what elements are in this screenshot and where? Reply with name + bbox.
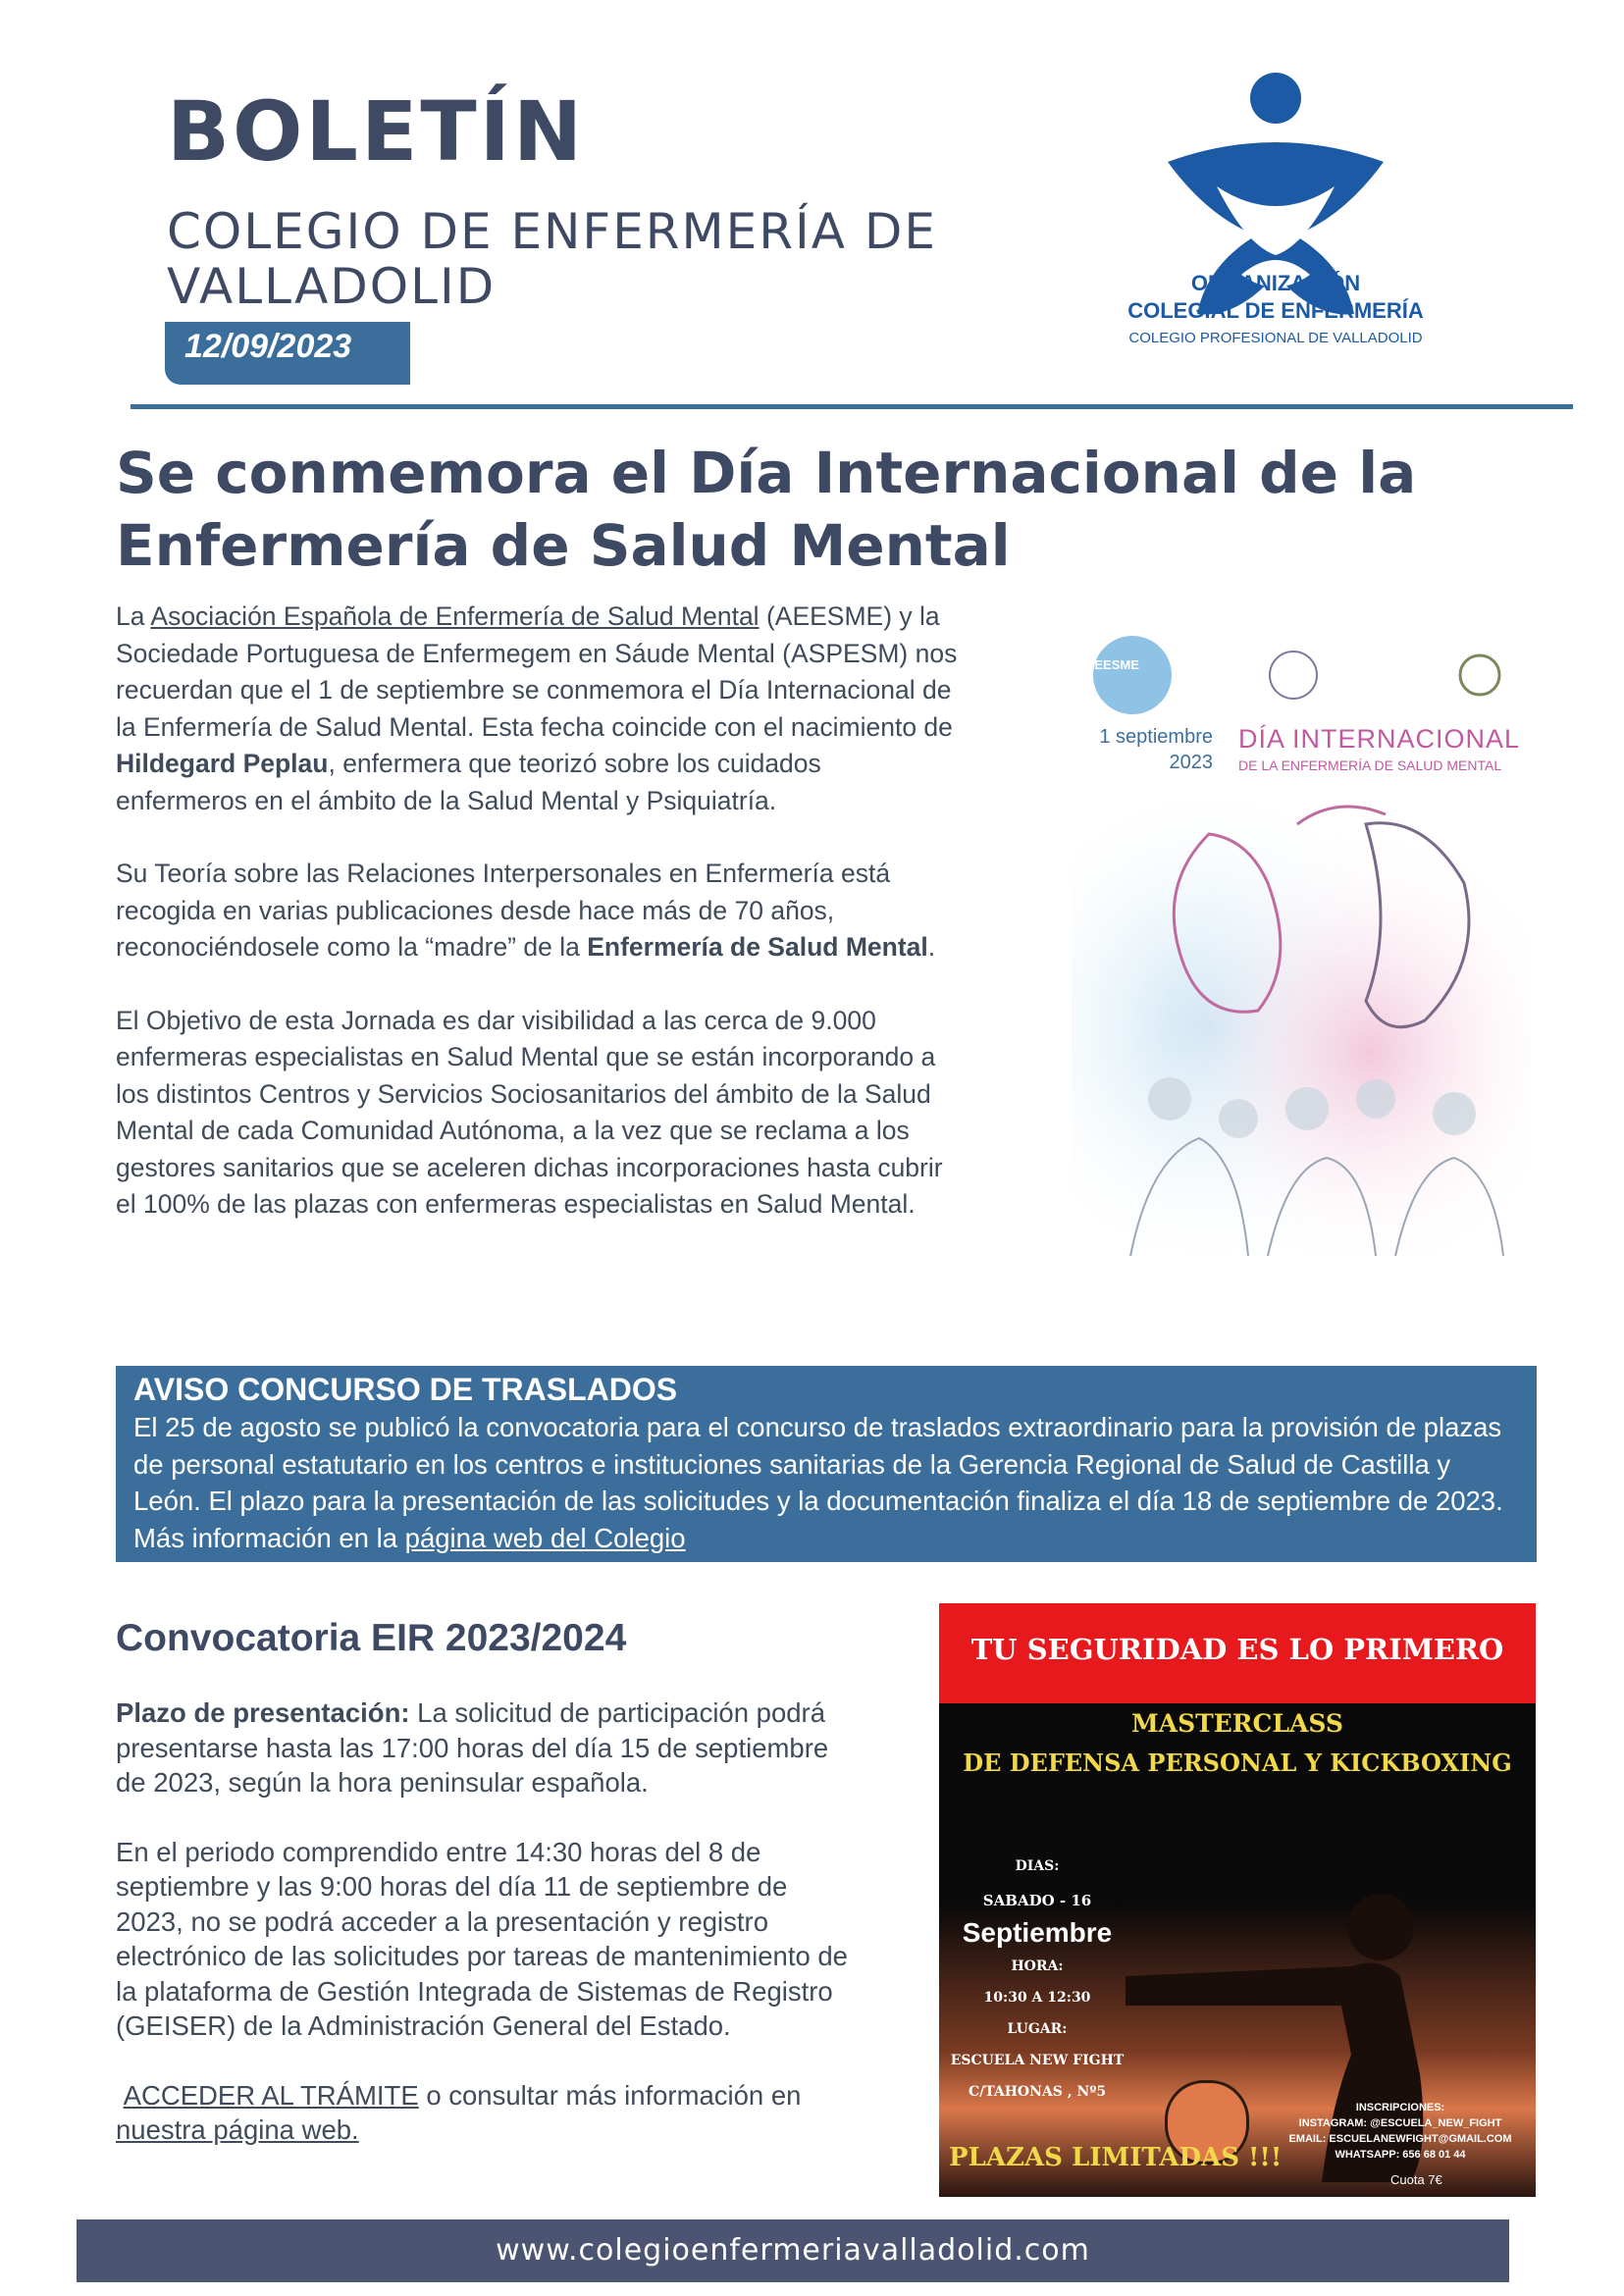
flyer-plazas: PLAZAS LIMITADAS !!! (949, 2143, 1283, 2172)
article-paragraph-1: La Asociación Española de Enfermería de Salud Mental (AEESME) y la Sociedade Portuguesa de Enfermegem en Sáude Mental (ASPESM) nos recuerdan que el 1 de septiembre se conmemora el Día Internacional de la Enfermería de Salud Mental. Esta fecha coincide con el nacimiento de Hildegard Peplau, enfermera que teorizó sobre los cuidados enfermeros en el ámbito de la Salud Mental y Psiquiatría. (116, 601, 958, 815)
poster-date-line2: 2023 (1169, 752, 1213, 773)
logo-line2: COLEGIAL DE ENFERMERÍA (1127, 298, 1424, 323)
eir-paragraph-3: ACCEDER AL TRÁMITE o consultar más información en nuestra página web. (116, 2079, 802, 2145)
flyer-title2: DE DEFENSA PERSONAL Y KICKBOXING (963, 1748, 1512, 1777)
eir-paragraph-2: En el periodo comprendido entre 14:30 horas del 8 de septiembre y las 9:00 horas del día 11 de septiembre de 2023, no se podrá acceder a la presentación y registro electrónico de las solicitudes por tareas de mantenimiento de la plataforma de Gestión Integrada de Sistemas de Registro (GEISER) de la Administración General del Estado. (116, 1836, 848, 2041)
aeesme-link[interactable]: Asociación Española de Enfermería de Salud Mental (150, 601, 760, 631)
flyer-inscriptions: INSCRIPCIONES: INSTAGRAM: @ESCUELA_NEW_FIGHT EMAIL: ESCUELANEWFIGHT@GMAIL.COM WHATSAPP: 656 68 01 44 (1288, 2102, 1512, 2161)
flyer-place2: C/TAHONAS , Nº5 (968, 2084, 1107, 2100)
poster-logo-text: AEESME (1085, 657, 1139, 672)
article-paragraph-2: Su Teoría sobre las Relaciones Interpersonales en Enfermería está recogida en varias publicaciones desde hace más de 70 años, reconociéndosele como la “madre” de la Enfermería de Salud Mental. (116, 859, 936, 962)
flyer-cuota: Cuota 7€ (1390, 2172, 1442, 2187)
logo-line1: ORGANIZACIÓN (1190, 271, 1361, 295)
header-divider (131, 404, 1573, 409)
bulletin-title: BOLETÍN (167, 83, 586, 180)
flyer-banner-text: TU SEGURIDAD ES LO PRIMERO (970, 1633, 1504, 1666)
article-paragraph-3: El Objetivo de esta Jornada es dar visibilidad a las cerca de 9.000 enfermeras especialistas en Salud Mental que se están incorporando a los distintos Centros y Servicios Sociosanitarios del ámbito de la Salud Mental de cada Comunidad Autónoma, a la vez que se reclama a los gestores sanitarios que se aceleren dichas incorporaciones hasta cubrir el 100% de las plazas con enfermeras especialistas en Salud Mental. (116, 1005, 943, 1219)
mental-health-day-poster (1072, 628, 1531, 1256)
flyer-title1: MASTERCLASS (1131, 1709, 1343, 1738)
flyer-place1: ESCUELA NEW FIGHT (950, 2053, 1125, 2068)
flyer-month: Septiembre (962, 1917, 1113, 1948)
bulletin-subtitle: COLEGIO DE ENFERMERÍA DE VALLADOLID (167, 203, 937, 315)
nuestra-web-link[interactable]: nuestra página web. (116, 2114, 359, 2145)
article-headline: Se conmemora el Día Internacional de la Enfermería de Salud Mental (116, 440, 1417, 579)
aviso-text: El 25 de agosto se publicó la convocatoria para el concurso de traslados extraordinario para la provisión de plazas de personal estatutario en los centros e instituciones sanitarias de la Gerencia Regional de Salud de Castilla y León. El plazo para la presentación de las solicitudes y la documentación finaliza el día 18 de septiembre de 2023. Más información en la página web del Colegio (133, 1412, 1503, 1553)
flyer-lugar-label: LUGAR: (1007, 2021, 1068, 2037)
poster-title-line1: DÍA INTERNACIONAL (1238, 724, 1521, 754)
poster-title-line2: DE LA ENFERMERÍA DE SALUD MENTAL (1238, 757, 1502, 773)
logo-line3: COLEGIO PROFESIONAL DE VALLADOLID (1128, 330, 1423, 346)
flyer-dias-label: DIAS: (1015, 1858, 1060, 1874)
poster-date-line1: 1 septiembre (1099, 726, 1213, 748)
flyer-hora-label: HORA: (1011, 1958, 1064, 1974)
flyer-day: SABADO - 16 (982, 1892, 1092, 1909)
poster-artwork (1072, 628, 1531, 1256)
masterclass-flyer (939, 1603, 1536, 2197)
acceder-tramite-link[interactable]: ACCEDER AL TRÁMITE (123, 2079, 419, 2111)
eir-title: Convocatoria EIR 2023/2024 (116, 1617, 627, 1659)
eir-body (116, 1696, 862, 2182)
aviso-title: AVISO CONCURSO DE TRASLADOS (133, 1372, 678, 1407)
eir-paragraph-1: Plazo de presentación: La solicitud de participación podrá presentarse hasta las 17:00 horas del día 15 de septiembre de 2023, según la hora peninsular española. (116, 1697, 829, 1798)
colegio-web-link[interactable]: página web del Colegio (404, 1522, 686, 1553)
flyer-hours: 10:30 A 12:30 (983, 1990, 1091, 2006)
bulletin-date: 12/09/2023 (184, 328, 352, 365)
article-body (116, 599, 960, 1260)
footer-url-link[interactable]: www.colegioenfermeriavalladolid.com (496, 2233, 1090, 2268)
